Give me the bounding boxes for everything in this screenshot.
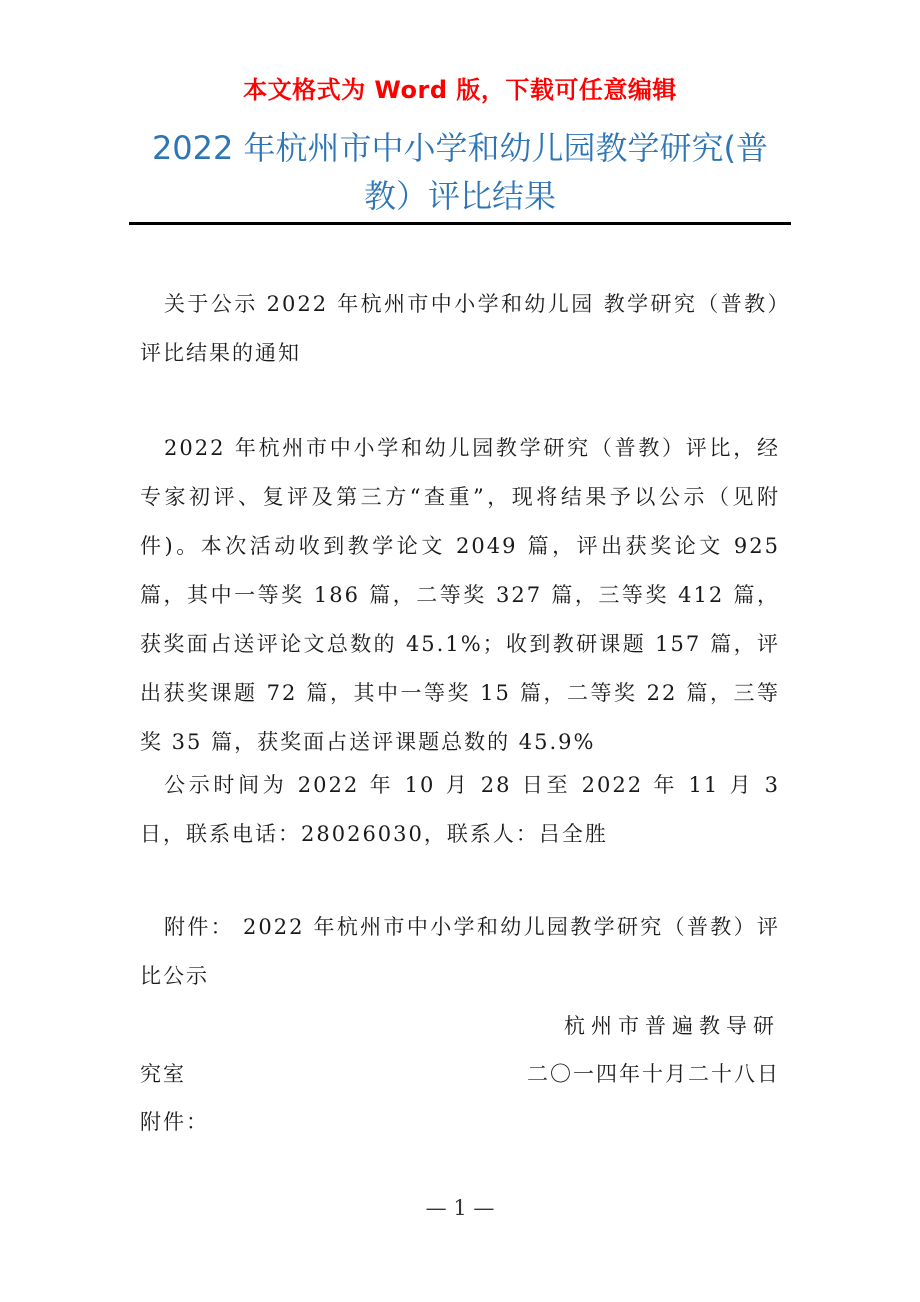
contact-info-paragraph: 公示时间为 2022 年 10 月 28 日至 2022 年 11 月 3 日，联系电话：28026030，联系人：吕全胜: [140, 773, 780, 846]
word-format-banner: 本文格式为 Word 版，下载可任意编辑: [243, 76, 677, 104]
title-divider: [129, 222, 791, 225]
signature-organization: 杭州市普遍教导研: [564, 1014, 780, 1038]
signature-date: 二〇一四年十月二十八日: [527, 1062, 780, 1086]
attachment-reference-paragraph: 附件： 2022 年杭州市中小学和幼儿园教学研究（普教）评比公示: [140, 915, 780, 988]
attachment-label: 附件：: [140, 1110, 209, 1134]
results-summary-paragraph: 2022 年杭州市中小学和幼儿园教学研究（普教）评比，经专家初评、复评及第三方“查重”，现将结果予以公示（见附件)。本次活动收到教学论文 2049 篇，评出获奖论文 925 篇，其中一等奖 186 篇，二等奖 327 篇，三等奖 412 篇，获奖面占送评论文总数的 45.1%；收到教研课题 157 篇，评出获奖课题 72 篇，其中一等奖 15 篇，二等奖 22 篇，三等奖 35 篇，获奖面占送评课题总数的 45.9%: [140, 436, 780, 754]
signature-organization-continued: 究室: [140, 1062, 186, 1086]
signature-line: [140, 1050, 780, 1099]
page-number: — 1 —: [425, 1196, 495, 1220]
notice-heading-paragraph: 关于公示 2022 年杭州市中小学和幼儿园 教学研究（普教）评比结果的通知: [140, 292, 780, 365]
document-title: 2022 年杭州市中小学和幼儿园教学研究(普教）评比结果: [151, 129, 769, 215]
